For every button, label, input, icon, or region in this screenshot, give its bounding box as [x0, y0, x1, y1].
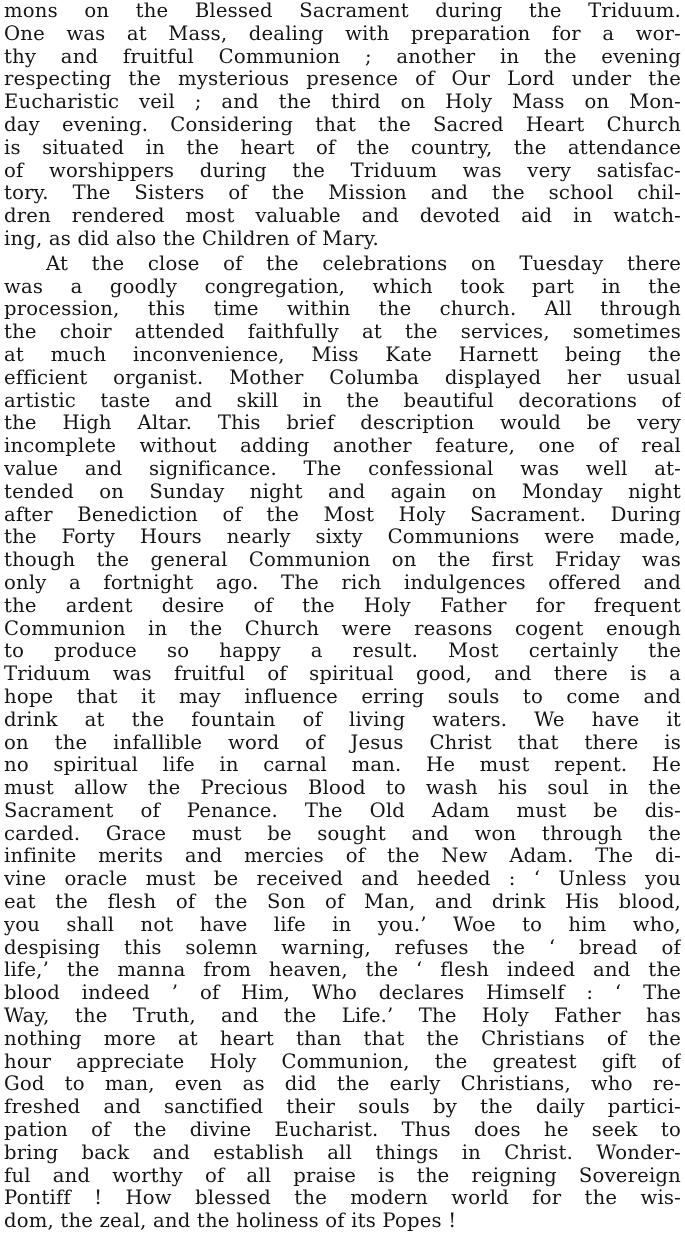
- text-line: the ardent desire of the Holy Father for frequent: [4, 594, 681, 617]
- text-line: eat the flesh of the Son of Man, and drink His blood,: [4, 891, 681, 914]
- text-line: Sacrament of Penance. The Old Adam must be dis-: [4, 799, 681, 822]
- text-line: blood indeed ’ of Him, Who declares Himself : ‘ The: [4, 982, 681, 1005]
- text-line: nothing more at heart than that the Christians of the: [4, 1027, 681, 1050]
- text-line: only a fortnight ago. The rich indulgences offered and: [4, 571, 681, 594]
- text-line: carded. Grace must be sought and won through the: [4, 822, 681, 845]
- text-line: on the infallible word of Jesus Christ that there is: [4, 731, 681, 754]
- text-line: drink at the fountain of living waters. We have it: [4, 708, 681, 731]
- text-line: ful and worthy of all praise is the reigning Sovereign: [4, 1164, 681, 1187]
- text-line: hope that it may influence erring souls to come and: [4, 685, 681, 708]
- text-line: value and significance. The confessional was well at-: [4, 457, 681, 480]
- text-line: the Forty Hours nearly sixty Communions were made,: [4, 526, 681, 549]
- text-line: is situated in the heart of the country, the attendance: [4, 136, 681, 159]
- text-line: efficient organist. Mother Columba displayed her usual: [4, 366, 681, 389]
- text-line: Way, the Truth, and the Life.’ The Holy Father has: [4, 1005, 681, 1028]
- text-line: artistic taste and skill in the beautiful decorations of: [4, 389, 681, 412]
- text-line: dren rendered most valuable and devoted aid in watch-: [4, 205, 681, 228]
- text-line: God to man, even as did the early Christians, who re-: [4, 1073, 681, 1096]
- text-line: respecting the mysterious presence of Our Lord under the: [4, 68, 681, 91]
- text-line: despising this solemn warning, refuses the ‘ bread of: [4, 936, 681, 959]
- text-line: the High Altar. This brief description would be very: [4, 412, 681, 435]
- text-line: hour appreciate Holy Communion, the greatest gift of: [4, 1050, 681, 1073]
- paragraph-triduum-sermons: [4, 0, 681, 251]
- text-line: was a goodly congregation, which took part in the: [4, 275, 681, 298]
- text-line: thy and fruitful Communion ; another in the evening: [4, 45, 681, 68]
- text-line: Communion in the Church were reasons cogent enough: [4, 617, 681, 640]
- text-line: no spiritual life in carnal man. He must repent. He: [4, 754, 681, 777]
- text-line: freshed and sanctified their souls by the daily partici-: [4, 1096, 681, 1119]
- text-line: ing, as did also the Children of Mary.: [4, 227, 379, 250]
- text-line: One was at Mass, dealing with preparation for a wor-: [4, 22, 681, 45]
- text-line: of worshippers during the Triduum was very satisfac-: [4, 159, 681, 182]
- text-line: Triduum was fruitful of spiritual good, and there is a: [4, 663, 681, 686]
- text-line: the choir attended faithfully at the services, sometimes: [4, 321, 681, 344]
- text-line: after Benediction of the Most Holy Sacrament. During: [4, 503, 681, 526]
- text-line: must allow the Precious Blood to wash his soul in the: [4, 777, 681, 800]
- text-line: procession, this time within the church. All through: [4, 298, 681, 321]
- text-line: day evening. Considering that the Sacred Heart Church: [4, 113, 681, 136]
- text-line: you shall not have life in you.’ Woe to him who,: [4, 913, 681, 936]
- text-line: at much inconvenience, Miss Kate Harnett being the: [4, 343, 681, 366]
- text-line: to produce so happy a result. Most certainly the: [4, 640, 681, 663]
- text-line: tory. The Sisters of the Mission and the school chil-: [4, 182, 681, 205]
- text-line: dom, the zeal, and the holiness of its Popes !: [4, 1210, 457, 1233]
- text-line: mons on the Blessed Sacrament during the Triduum.: [4, 0, 681, 22]
- text-line: pation of the divine Eucharist. Thus does he seek to: [4, 1119, 681, 1142]
- text-line: incomplete without adding another feature, one of real: [4, 435, 681, 458]
- text-line: Pontiff ! How blessed the modern world for the wis-: [4, 1187, 681, 1210]
- text-line: life,’ the manna from heaven, the ‘ flesh indeed and the: [4, 959, 681, 982]
- text-line: Eucharistic veil ; and the third on Holy Mass on Mon-: [4, 91, 681, 114]
- text-line: At the close of the celebrations on Tuesday there: [46, 252, 681, 275]
- text-line: infinite merits and mercies of the New Adam. The di-: [4, 845, 681, 868]
- text-line: bring back and establish all things in Christ. Wonder-: [4, 1141, 681, 1164]
- text-line: vine oracle must be received and heeded : ‘ Unless you: [4, 868, 681, 891]
- text-line: tended on Sunday night and again on Monday night: [4, 480, 681, 503]
- text-line: though the general Communion on the first Friday was: [4, 549, 681, 572]
- newspaper-article: [4, 0, 681, 1233]
- paragraph-closing-celebrations: [4, 253, 681, 1233]
